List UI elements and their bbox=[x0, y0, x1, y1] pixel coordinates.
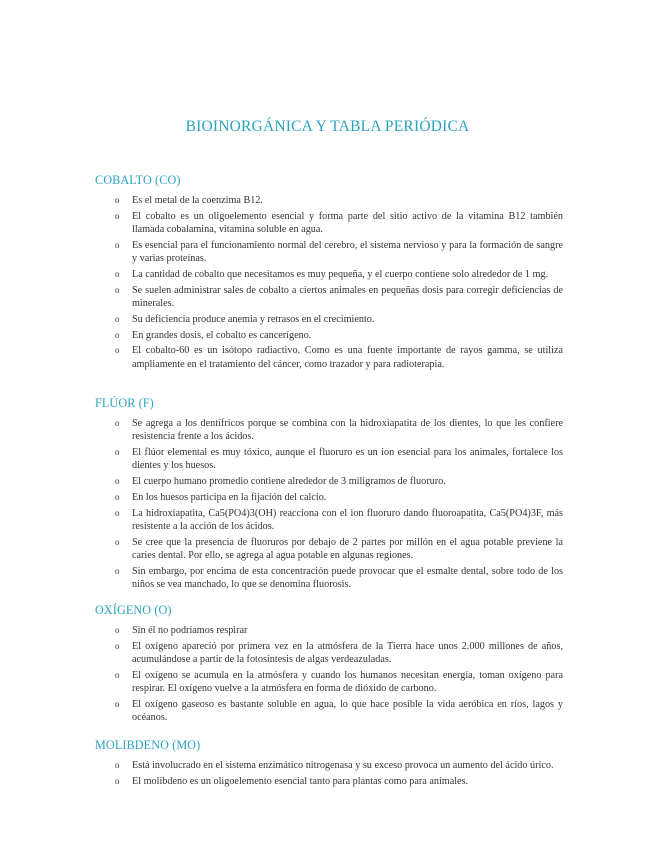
bullet-icon: o bbox=[115, 507, 120, 518]
list-item bbox=[95, 284, 563, 311]
bullet-icon: o bbox=[115, 329, 120, 340]
list-item-text: Se cree que la presencia de fluoruros por debajo de 2 partes por millón en el agua potable previene la caries dental. Por ello, se agrega al agua potable en algunas regiones. bbox=[132, 536, 563, 562]
list-item bbox=[95, 624, 563, 637]
list-item bbox=[95, 640, 563, 667]
list-item-text: Está involucrado en el sistema enzimático nitrogenasa y su exceso provoca un aumento del ácido úrico. bbox=[132, 760, 554, 771]
list-item-text: Sin él no podríamos respirar bbox=[132, 625, 248, 636]
bullet-icon: o bbox=[115, 775, 120, 786]
list-item bbox=[95, 491, 563, 504]
bullet-icon: o bbox=[115, 268, 120, 279]
bullet-list bbox=[95, 759, 563, 788]
bullet-icon: o bbox=[115, 565, 120, 576]
list-item-text: La cantidad de cobalto que necesitamos es muy pequeña, y el cuerpo contiene solo alrededor de 1 mg. bbox=[132, 268, 549, 280]
section-heading: MOLIBDENO (MO) bbox=[95, 738, 201, 752]
list-item bbox=[95, 698, 563, 725]
list-item bbox=[95, 194, 563, 207]
list-item-text: El oxígeno se acumula en la atmósfera y cuando los humanos necesitan energía, toman oxígeno para respirar. El oxígeno vuelve a la atmósfera en forma de dióxido de carbono. bbox=[132, 669, 563, 695]
bullet-icon: o bbox=[115, 345, 120, 356]
bullet-icon: o bbox=[115, 760, 120, 770]
section-molibdeno bbox=[95, 737, 563, 791]
list-item-text: El oxígeno gaseoso es bastante soluble en agua, lo que hace posible la vida aeróbica en ríos, lagos y océanos. bbox=[132, 698, 563, 724]
bullet-icon: o bbox=[115, 491, 120, 502]
bullet-icon: o bbox=[115, 195, 120, 205]
bullet-icon: o bbox=[115, 210, 120, 221]
list-item bbox=[95, 475, 563, 488]
list-item bbox=[95, 536, 563, 563]
list-item-text: Sin embargo, por encima de esta concentración puede provocar que el esmalte dental, sobre todo de los niños se vea manchado, lo que se denomina fluorosis. bbox=[132, 565, 563, 591]
list-item bbox=[95, 775, 563, 788]
list-item bbox=[95, 759, 563, 772]
list-item bbox=[95, 239, 563, 266]
list-item bbox=[95, 507, 563, 534]
list-item-text: Se agrega a los dentífricos porque se combina con la hidroxiapatita de los dientes, lo que les confiere resistencia frente a los ácidos. bbox=[132, 418, 563, 443]
list-item-text: El oxígeno apareció por primera vez en la atmósfera de la Tierra hace unos 2.000 millones de años, acumulándose a partir de la fotosíntesis de algas verdeazuladas. bbox=[132, 640, 563, 666]
section-heading: FLÚOR (F) bbox=[95, 396, 154, 410]
list-item-text: Es esencial para el funcionamiento normal del cerebro, el sistema nervioso y para la formación de sangre y varias proteínas. bbox=[132, 239, 563, 265]
page-title: BIOINORGÁNICA Y TABLA PERIÓDICA bbox=[185, 118, 470, 135]
list-item-text: Su deficiencia produce anemia y retrasos en el crecimiento. bbox=[132, 313, 375, 325]
list-item-text: El molibdeno es un oligoelemento esencial tanto para plantas como para animales. bbox=[132, 775, 469, 787]
bullet-icon: o bbox=[115, 698, 120, 709]
bullet-list bbox=[95, 194, 563, 371]
bullet-icon: o bbox=[115, 239, 120, 250]
bullet-icon: o bbox=[115, 447, 120, 458]
section-fluor bbox=[95, 395, 563, 594]
list-item bbox=[95, 669, 563, 696]
bullet-list bbox=[95, 624, 563, 725]
bullet-icon: o bbox=[115, 625, 120, 635]
bullet-list bbox=[95, 417, 563, 592]
list-item bbox=[95, 313, 563, 326]
list-item-text: En los huesos participa en la fijación del calcio. bbox=[132, 491, 327, 503]
list-item bbox=[95, 210, 563, 237]
list-item-text: Se suelen administrar sales de cobalto a ciertos animales en pequeñas dosis para corregir deficiencias de minerales. bbox=[132, 284, 563, 310]
bullet-icon: o bbox=[115, 284, 120, 295]
list-item-text: El cobalto-60 es un isótopo radiactivo. Como es una fuente importante de rayos gamma, se utiliza ampliamente en el tratamiento del cáncer, como trazador y para radioterapia. bbox=[132, 345, 563, 370]
list-item bbox=[95, 417, 563, 444]
section-oxigeno bbox=[95, 602, 563, 727]
bullet-icon: o bbox=[115, 536, 120, 547]
bullet-icon: o bbox=[115, 640, 120, 651]
list-item-text: Es el metal de la coenzima B12. bbox=[132, 195, 263, 206]
list-item bbox=[95, 268, 563, 281]
list-item-text: El cobalto es un oligoelemento esencial y forma parte del sitio activo de la vitamina B12 también llamada cobalamina, vitamina soluble en agua. bbox=[132, 210, 563, 236]
list-item-text: El flúor elemental es muy tóxico, aunque el fluoruro es un ion esencial para los animales, fortalece los dientes y los huesos. bbox=[132, 447, 563, 472]
list-item-text: En grandes dosis, el cobalto es cancerígeno. bbox=[132, 329, 312, 341]
bullet-icon: o bbox=[115, 313, 120, 324]
list-item bbox=[95, 344, 563, 371]
list-item-text: El cuerpo humano promedio contiene alrededor de 3 miligramos de fluoruro. bbox=[132, 476, 446, 488]
bullet-icon: o bbox=[115, 476, 120, 487]
section-cobalto bbox=[95, 172, 563, 374]
list-item bbox=[95, 446, 563, 473]
list-item-text: La hidroxiapatita, Ca5(PO4)3(OH) reacciona con el ion fluoruro dando fluoroapatita, Ca5(PO4)3F, más resistente a la acción de los ácidos. bbox=[132, 507, 563, 533]
section-heading: OXÍGENO (O) bbox=[95, 603, 172, 617]
list-item bbox=[95, 565, 563, 592]
section-heading: COBALTO (CO) bbox=[95, 173, 181, 187]
bullet-icon: o bbox=[115, 418, 120, 428]
bullet-icon: o bbox=[115, 669, 120, 680]
list-item bbox=[95, 329, 563, 342]
